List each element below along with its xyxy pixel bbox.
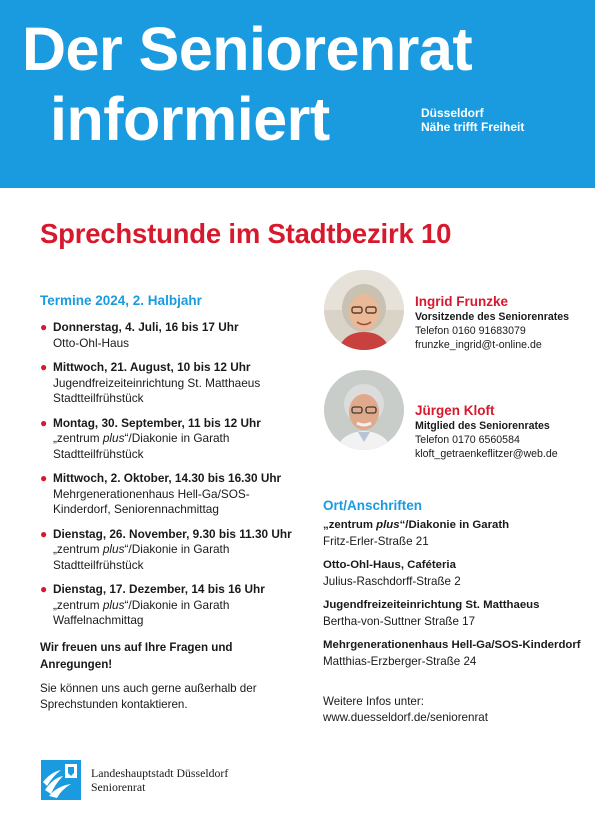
bullet-icon: ● bbox=[40, 526, 48, 541]
plus-emphasis: plus bbox=[376, 519, 400, 531]
appointment-location: „zentrum plus“/Diakonie in Garath bbox=[53, 431, 230, 445]
person-role: Vorsitzende des Seniorenrates bbox=[415, 311, 570, 323]
address-item bbox=[323, 558, 588, 589]
person-name: Jürgen Kloft bbox=[415, 403, 495, 418]
header-tagline bbox=[421, 106, 524, 134]
address-name: Otto-Ohl-Haus, Caféteria bbox=[323, 559, 456, 571]
header-title-line1: Der Seniorenrat bbox=[22, 15, 473, 83]
duesseldorf-logo-icon bbox=[41, 760, 81, 800]
address-item bbox=[323, 638, 588, 669]
appointment-date: Mittwoch, 2. Oktober, 14.30 bis 16.30 Uhr bbox=[53, 471, 282, 485]
locations-section bbox=[323, 498, 588, 678]
appointment-item bbox=[40, 471, 310, 518]
appointment-location: „zentrum plus“/Diakonie in Garath bbox=[53, 542, 230, 556]
portrait-juergen-kloft bbox=[324, 370, 404, 450]
page-title: Sprechstunde im Stadtbezirk 10 bbox=[40, 218, 452, 249]
appointment-location: Jugendfreizeiteinrichtung St. Matthaeus bbox=[53, 375, 261, 390]
plus-emphasis: plus bbox=[102, 431, 125, 445]
footer-org bbox=[91, 766, 228, 794]
portrait-ingrid-frunzke bbox=[324, 270, 404, 350]
appointment-date: Dienstag, 17. Dezember, 14 bis 16 Uhr bbox=[53, 582, 265, 596]
person-phone: Telefon 0160 91683079 bbox=[415, 325, 526, 337]
bullet-icon: ● bbox=[40, 471, 48, 485]
person-role: Mitglied des Seniorenrates bbox=[415, 420, 550, 432]
appointment-item bbox=[40, 360, 310, 407]
address-street: Julius-Raschdorff-Straße 2 bbox=[323, 574, 461, 588]
person-name: Ingrid Frunzke bbox=[415, 294, 509, 309]
address-street: Matthias-Erzberger-Straße 24 bbox=[323, 654, 477, 668]
footer-line1: Landeshauptstadt Düsseldorf bbox=[91, 766, 229, 780]
header-banner bbox=[0, 0, 595, 188]
more-info-link[interactable]: www.duesseldorf.de/seniorenrat bbox=[323, 711, 488, 724]
appointment-date: Montag, 30. September, 11 bis 12 Uhr bbox=[53, 415, 261, 430]
appointments-section bbox=[40, 293, 310, 638]
address-item bbox=[323, 518, 588, 549]
bullet-icon: ● bbox=[40, 320, 48, 334]
appointments-heading: Termine 2024, 2. Halbjahr bbox=[40, 293, 202, 308]
header-title-line2: informiert bbox=[50, 85, 330, 153]
appointment-event: Waffelnachmittag bbox=[53, 613, 144, 627]
tagline-line1: Düsseldorf bbox=[421, 106, 484, 120]
contact-note: Sie können uns auch gerne außerhalb der Sprechstunden kontaktieren. bbox=[40, 682, 257, 711]
tagline-line2: Nähe trifft Freiheit bbox=[421, 120, 525, 134]
appointment-date: Dienstag, 26. November, 9.30 bis 11.30 Uhr bbox=[53, 526, 292, 541]
bullet-icon: ● bbox=[40, 360, 48, 374]
bullet-icon: ● bbox=[40, 582, 48, 596]
appointment-event: Stadtteilfrühstück bbox=[53, 557, 144, 572]
appointment-location: „zentrum plus“/Diakonie in Garath bbox=[53, 597, 230, 612]
more-info-label: Weitere Infos unter: bbox=[323, 695, 424, 708]
appointment-location: Otto-Ohl-Haus bbox=[53, 335, 130, 350]
contact-card bbox=[415, 293, 590, 352]
invitation-note: Wir freuen uns auf Ihre Fragen und Anregungen! bbox=[40, 641, 233, 671]
address-name: Jugendfreizeiteinrichtung St. Matthaeus bbox=[323, 599, 540, 611]
appointment-event: Stadtteilfrühstück bbox=[53, 391, 144, 405]
person-phone: Telefon 0170 6560584 bbox=[415, 434, 520, 446]
address-name: Mehrgenerationenhaus Hell-Ga/SOS-Kinderdorf bbox=[323, 639, 581, 651]
address-street: Bertha-von-Suttner Straße 17 bbox=[323, 614, 476, 628]
appointment-event: Kinderdorf, Seniorennachmittag bbox=[53, 502, 219, 516]
bullet-icon: ● bbox=[40, 415, 48, 430]
plus-emphasis: plus bbox=[102, 597, 125, 612]
locations-heading: Ort/Anschriften bbox=[323, 498, 423, 513]
plus-emphasis: plus bbox=[102, 542, 125, 556]
appointment-date: Mittwoch, 21. August, 10 bis 12 Uhr bbox=[53, 360, 251, 374]
address-item bbox=[323, 598, 588, 629]
appointment-date: Donnerstag, 4. Juli, 16 bis 17 Uhr bbox=[53, 320, 239, 334]
appointment-location: Mehrgenerationenhaus Hell-Ga/SOS- bbox=[53, 486, 250, 501]
more-info bbox=[323, 694, 588, 726]
footer-line2: Seniorenrat bbox=[91, 780, 146, 794]
address-street: Fritz-Erler-Straße 21 bbox=[323, 534, 429, 548]
person-email[interactable]: frunzke_ingrid@t-online.de bbox=[415, 339, 542, 351]
appointment-item bbox=[40, 320, 310, 351]
appointment-item bbox=[40, 416, 310, 463]
appointment-item bbox=[40, 582, 310, 629]
contact-card bbox=[415, 402, 590, 461]
appointment-event: Stadtteilfrühstück bbox=[53, 446, 144, 461]
address-name: „zentrum plus“/Diakonie in Garath bbox=[323, 519, 510, 531]
appointment-item bbox=[40, 527, 310, 574]
person-email[interactable]: kloft_getraenkeflitzer@web.de bbox=[415, 448, 558, 460]
